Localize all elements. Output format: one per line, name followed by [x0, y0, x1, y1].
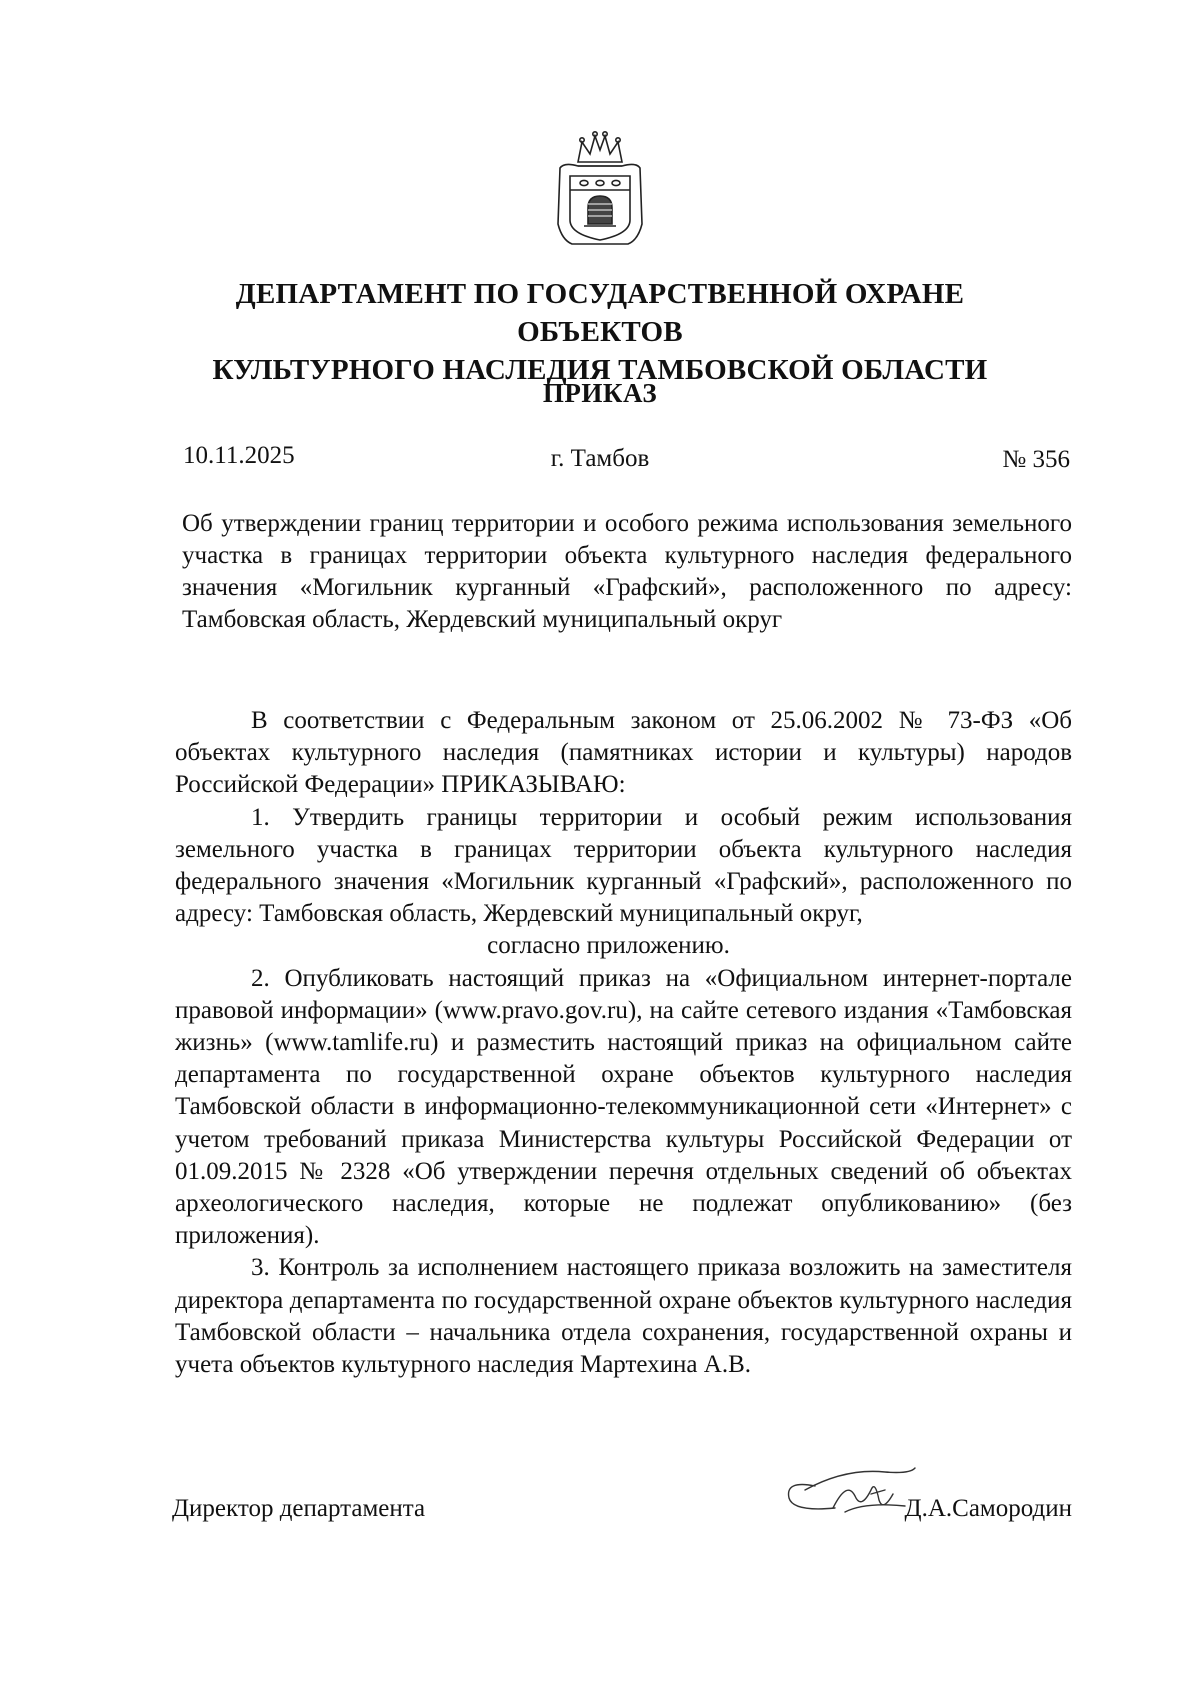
organization-name [150, 275, 1050, 389]
coat-of-arms-icon [548, 128, 652, 252]
signer-title: Директор департамента [172, 1495, 426, 1522]
document-number: № 356 [1002, 446, 1070, 473]
organization-line-2: КУЛЬТУРНОГО НАСЛЕДИЯ ТАМБОВСКОЙ ОБЛАСТИ [212, 354, 988, 386]
document-body [175, 705, 1072, 1381]
preamble-paragraph: В соответствии с Федеральным законом от 25.06.2002 № 73-ФЗ «Об объектах культурного наследия (памятниках истории и культуры) народов Российской Федерации» ПРИКАЗЫВАЮ: [175, 707, 1072, 799]
document-type: ПРИКАЗ [542, 378, 658, 408]
item-2-paragraph: 2. Опубликовать настоящий приказ на «Официальном интернет-портале правовой информации» (www.pravo.gov.ru), на сайте сетевого издания «Тамбовская жизнь» (www.tamlife.ru) и разместить настоящий приказ на официальном сайте департамента по государственной охране объектов культурного наследия Тамбовской области в информационно-телекоммуникационной сети «Интернет» с учетом требований приказа Министерства культуры Российской Федерации от 01.09.2015 № 2328 «Об утверждении перечня отдельных сведений об объектах археологического наследия, которые не подлежат опубликованию» (без приложения). [175, 964, 1072, 1250]
document-subject: Об утверждении границ территории и особого режима использования земельного участка в границах территории объекта культурного наследия федерального значения «Могильник курганный «Графский», расположенного по адресу: Тамбовская область, Жердевский муниципальный округ [182, 510, 1072, 633]
signer-name: Д.А.Самородин [904, 1495, 1072, 1522]
document-city: г. Тамбов [550, 445, 650, 472]
document-date: 10.11.2025 [183, 442, 295, 469]
organization-line-1: ДЕПАРТАМЕНТ ПО ГОСУДАРСТВЕННОЙ ОХРАНЕ ОБЪЕКТОВ [235, 278, 965, 348]
item-1-tail: согласно приложению. [487, 932, 730, 960]
item-3-paragraph: 3. Контроль за исполнением настоящего приказа возложить на заместителя директора департамента по государственной охране объектов культурного наследия Тамбовской области – начальника отдела сохранения, государственной охраны и учета объектов культурного наследия Мартехина А.В. [175, 1254, 1072, 1379]
item-1-paragraph: 1. Утвердить границы территории и особый режим использования земельного участка в границах территории объекта культурного наследия федерального значения «Могильник курганный «Графский», расположенного по адресу: Тамбовская область, Жердевский муниципальный округ, [175, 803, 1072, 928]
